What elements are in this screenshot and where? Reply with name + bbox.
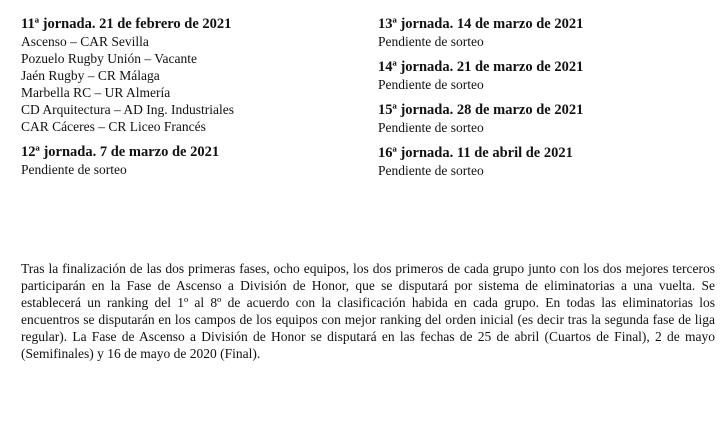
promotion-phase-paragraph: Tras la finalización de las dos primeras fases, ocho equipos, los dos primeros de cada grupo junto con los dos mejores terceros participarán en la Fase de Ascenso a División de Honor, que se disputará por sistema de eliminatorias a una vuelta. Se establecerá un ranking del 1º al 8º de acuerdo con la clasificación habida en cada grupo. En todas las eliminatorias los encuentros se disputarán en los campos de los equipos con mejor ranking del orden inicial (es decir tras la segunda fase de liga regular). La Fase de Ascenso a División de Honor se disputará en las fechas de 25 de abril (Cuartos de Final), 2 de mayo (Semifinales) y 16 de mayo de 2020 (Final). — [21, 260, 715, 361]
matchday-heading: 12ª jornada. 7 de marzo de 2021 — [21, 144, 220, 160]
match-line: Pendiente de sorteo — [21, 162, 127, 177]
matchday-heading: 15ª jornada. 28 de marzo de 2021 — [378, 102, 584, 118]
match-line: Pendiente de sorteo — [378, 163, 484, 178]
matchday-heading: 13ª jornada. 14 de marzo de 2021 — [378, 16, 584, 32]
left-column — [21, 16, 351, 187]
match-line: Pendiente de sorteo — [378, 120, 484, 135]
matchday-13 — [378, 16, 708, 50]
match-line: CD Arquitectura – AD Ing. Industriales — [21, 102, 234, 117]
matchday-heading: 11ª jornada. 21 de febrero de 2021 — [21, 16, 232, 32]
match-line: Ascenso – CAR Sevilla — [21, 34, 149, 49]
match-line: Marbella RC – UR Almería — [21, 85, 171, 100]
matchday-heading: 16ª jornada. 11 de abril de 2021 — [378, 145, 573, 161]
match-line: Pendiente de sorteo — [378, 77, 484, 92]
match-line: Jaén Rugby – CR Málaga — [21, 68, 160, 83]
matchday-15 — [378, 102, 708, 136]
match-line: Pendiente de sorteo — [378, 34, 484, 49]
matchday-heading: 14ª jornada. 21 de marzo de 2021 — [378, 59, 584, 75]
match-line: Pozuelo Rugby Unión – Vacante — [21, 51, 197, 66]
matchday-14 — [378, 59, 708, 93]
match-line: CAR Cáceres – CR Liceo Francés — [21, 119, 206, 134]
right-column — [378, 16, 708, 188]
matchday-16 — [378, 145, 708, 179]
matchday-12 — [21, 144, 351, 178]
matchday-11 — [21, 16, 351, 135]
